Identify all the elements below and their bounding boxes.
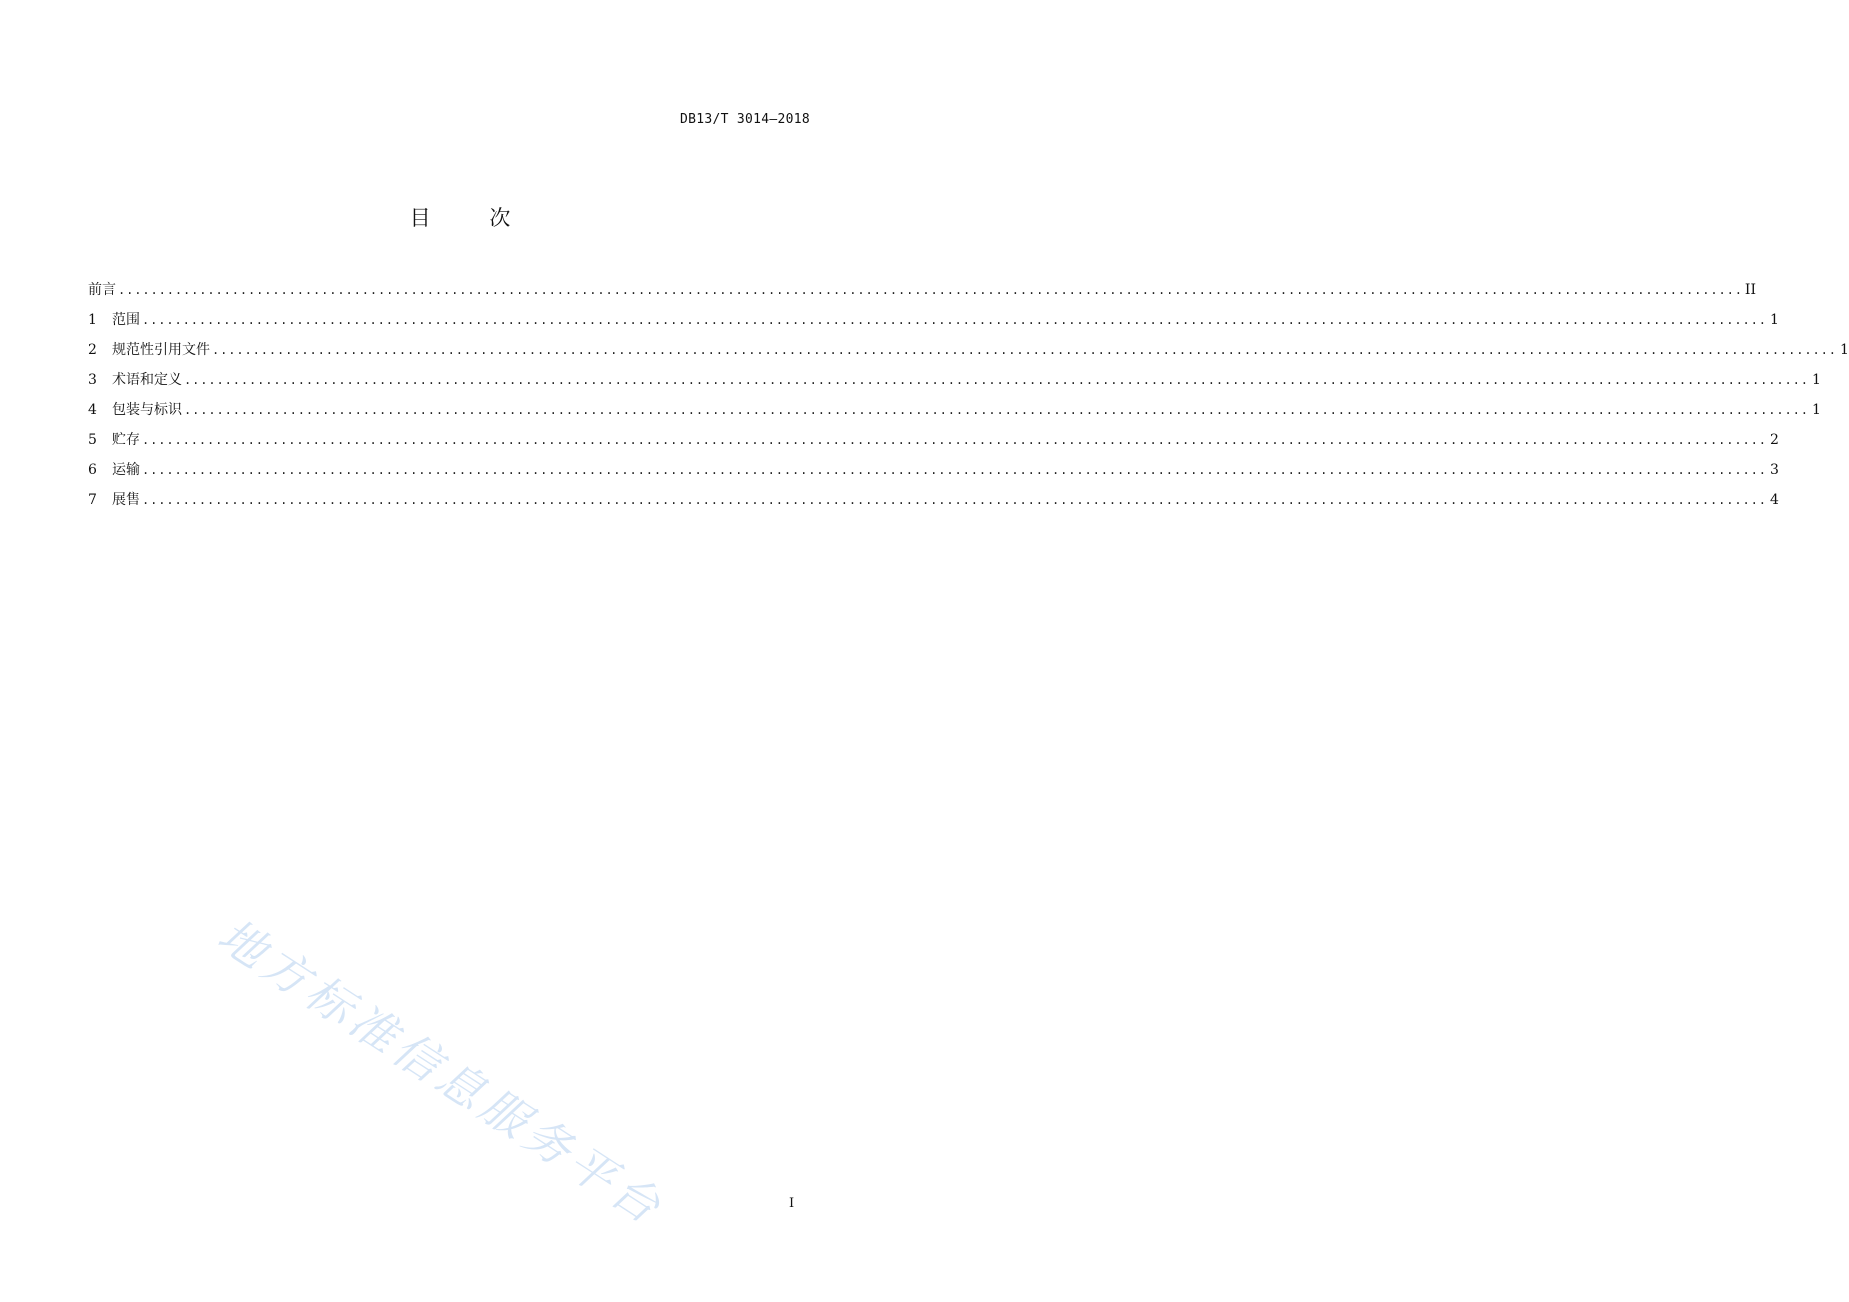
toc-entry-page: 2 bbox=[1770, 432, 1779, 448]
toc-entry-number: 2 bbox=[88, 342, 97, 358]
toc-leader-dots: ........................................................................................................................................................................................................ bbox=[142, 433, 1767, 447]
toc-leader-dots: ........................................................................................................................................................................................................ bbox=[142, 493, 1767, 507]
toc-title: 目 次 bbox=[409, 206, 537, 230]
toc-entry-page: 4 bbox=[1770, 492, 1779, 508]
toc-entry-page: 1 bbox=[1812, 402, 1821, 418]
toc-leader-dots: ........................................................................................................................................................................................................ bbox=[118, 283, 1743, 297]
toc-entry-title: 贮存 bbox=[112, 432, 140, 448]
standard-code: DB13/T 3014—2018 bbox=[679, 112, 810, 127]
toc-entry-page: 1 bbox=[1840, 342, 1849, 358]
toc-entry-number: 4 bbox=[88, 402, 97, 418]
toc-entry-normative-references[interactable] bbox=[88, 339, 1849, 369]
toc-entry-packaging-labeling[interactable] bbox=[88, 399, 1821, 429]
page-number: I bbox=[789, 1196, 795, 1211]
toc-leader-dots: ........................................................................................................................................................................................................ bbox=[212, 343, 1837, 357]
toc-entry-preface[interactable] bbox=[88, 279, 1756, 309]
toc-entry-page: II bbox=[1744, 282, 1756, 298]
toc-entry-title: 前言 bbox=[88, 282, 116, 298]
toc-entry-number: 5 bbox=[88, 432, 97, 448]
toc-entry-number: 6 bbox=[88, 462, 97, 478]
toc-entry-title: 运输 bbox=[112, 462, 140, 478]
toc-entry-terms-definitions[interactable] bbox=[88, 369, 1821, 399]
toc-entry-title: 包装与标识 bbox=[112, 402, 182, 418]
toc-entry-exhibition-sale[interactable] bbox=[88, 489, 1779, 519]
toc-entry-storage[interactable] bbox=[88, 429, 1779, 459]
toc-entry-title: 术语和定义 bbox=[112, 372, 182, 388]
toc-leader-dots: ........................................................................................................................................................................................................ bbox=[142, 313, 1767, 327]
toc-entry-scope[interactable] bbox=[88, 309, 1779, 339]
toc-entry-number: 1 bbox=[88, 312, 97, 328]
toc-entry-page: 1 bbox=[1770, 312, 1779, 328]
toc-entry-number: 3 bbox=[88, 372, 97, 388]
toc-entry-number: 7 bbox=[88, 492, 97, 508]
table-of-contents bbox=[88, 279, 1849, 519]
toc-entry-title: 范围 bbox=[112, 312, 140, 328]
toc-entry-title: 展售 bbox=[112, 492, 140, 508]
watermark: 地方标准信息服务平台 bbox=[208, 907, 675, 1237]
toc-leader-dots: ........................................................................................................................................................................................................ bbox=[142, 463, 1767, 477]
toc-entry-transport[interactable] bbox=[88, 459, 1779, 489]
toc-leader-dots: ........................................................................................................................................................................................................ bbox=[184, 403, 1809, 417]
toc-entry-title: 规范性引用文件 bbox=[112, 342, 210, 358]
toc-entry-page: 1 bbox=[1812, 372, 1821, 388]
toc-leader-dots: ........................................................................................................................................................................................................ bbox=[184, 373, 1809, 387]
toc-entry-page: 3 bbox=[1770, 462, 1779, 478]
